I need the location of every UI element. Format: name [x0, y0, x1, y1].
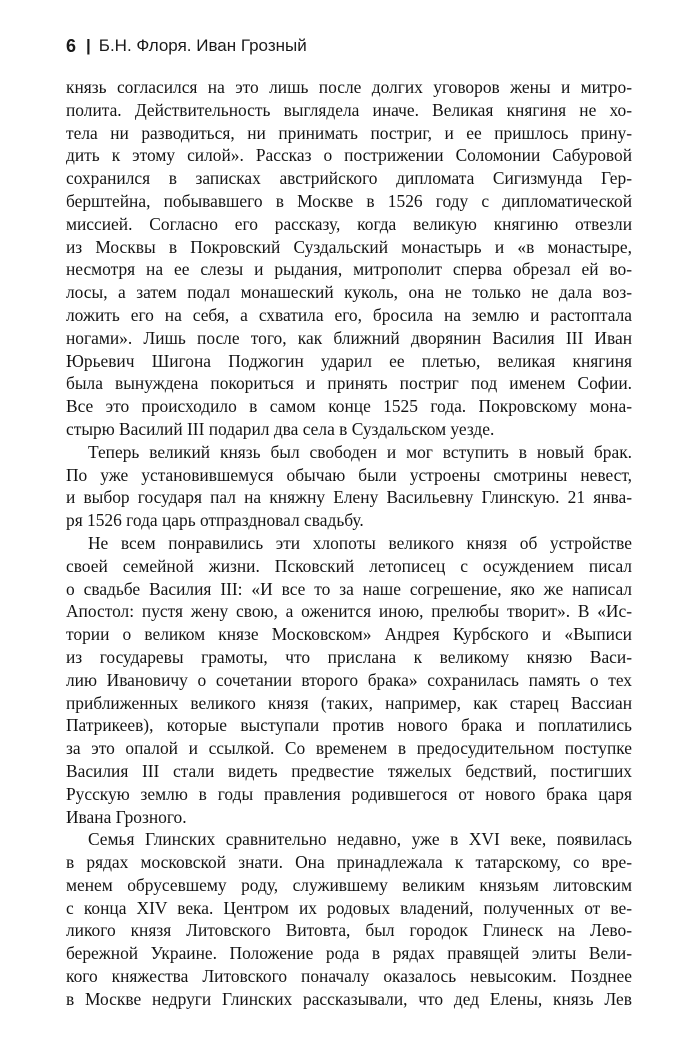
text-line: была вынуждена покориться и принять постриг под именем Софии. [66, 373, 632, 394]
text-line: ря 1526 года царь отпраздновал свадьбу. [66, 510, 364, 531]
text-line: берштейна, побывавшего в Москве в 1526 году с дипломатической [66, 190, 632, 211]
text-line: Василия III стали видеть предвестие тяжелых бедствий, постигших [66, 760, 632, 781]
text-line: из государевы грамоты, что прислана к великому князю Васи- [66, 646, 632, 667]
text-line: лию Ивановичу о сочетании второго брака» сохранилась память о тех [66, 669, 632, 690]
text-line: ликого князя Литовского Витовта, был городок Глинеск на Лево- [66, 920, 632, 941]
text-line: князь согласился на это лишь после долгих уговоров жены и митро- [66, 77, 632, 97]
page-body [66, 76, 632, 1011]
text-line: о свадьбе Василия III: «И все то за наше согрешение, яко же написал [66, 578, 632, 599]
header-separator: | [86, 36, 91, 55]
text-line: Русскую землю в годы правления родившегося от нового брака царя [66, 783, 632, 804]
text-line: тела ни разводиться, ни принимать постриг, и ее пришлось прину- [66, 122, 632, 143]
text-line: лосы, а затем подал монашеский куколь, она не только не дала воз- [66, 282, 632, 303]
paragraph [66, 532, 632, 828]
text-line: в Москве недруги Глинских рассказывали, что дед Елены, князь Лев [66, 988, 632, 1009]
text-line: своей семейной жизни. Псковский летописец с осуждением писал [66, 555, 632, 576]
text-line: Юрьевич Шигона Поджогин ударил ее плетью, великая княгиня [66, 350, 632, 371]
text-line: ногами». Лишь после того, как ближний дворянин Василия III Иван [66, 327, 632, 348]
text-line: приближенных великого князя (таких, например, как старец Вассиан [66, 692, 632, 713]
text-line: дить к этому силой». Рассказ о пострижении Соломонии Сабуровой [66, 145, 632, 166]
text-line: Патрикеев), которые выступали против нового брака и поплатились [66, 715, 632, 736]
paragraph [66, 76, 632, 441]
text-line: Все это происходило в самом конце 1525 года. Покровскому мона- [66, 396, 632, 417]
text-line: менем обрусевшему роду, служившему великим князьям литовским [66, 874, 632, 895]
text-line: за это опалой и ссылкой. Со временем в предосудительном поступке [66, 738, 632, 759]
text-line: с конца XIV века. Центром их родовых владений, полученных от ве- [66, 897, 632, 918]
text-line: ложить его на себя, а схватила его, бросила на землю и растоптала [66, 304, 632, 325]
text-line: миссией. Согласно его рассказу, когда великую княгиню отвезли [66, 213, 632, 234]
text-line: По уже установившемуся обычаю были устроены смотрины невест, [66, 464, 632, 485]
running-title: Б.Н. Флоря. Иван Грозный [98, 36, 307, 55]
page-number: 6 [66, 35, 77, 56]
text-line: Ивана Грозного. [66, 806, 187, 827]
text-line: Семья Глинских сравнительно недавно, уже в XVI веке, появилась [88, 829, 632, 850]
text-line: полита. Действительность выглядела иначе. Великая княгиня не хо- [66, 99, 632, 120]
paragraph [66, 441, 632, 532]
text-line: стырю Василий III подарил два села в Суздальском уезде. [66, 418, 495, 439]
text-line: Теперь великий князь был свободен и мог вступить в новый брак. [88, 441, 632, 462]
text-line: сохранился в записках австрийского дипломата Сигизмунда Гер- [66, 168, 632, 189]
text-line: кого княжества Литовского поначалу оказалось невысоким. Позднее [66, 966, 632, 987]
text-line: тории о великом князе Московском» Андрея Курбского и «Выписи [66, 624, 632, 645]
text-line: и выбор государя пал на княжну Елену Васильевну Глинскую. 21 янва- [66, 487, 632, 508]
text-line: бережной Украине. Положение рода в рядах правящей элиты Вели- [66, 943, 632, 964]
text-line: Апостол: пустя жену свою, а оженится иною, прелюбы творит». В «Ис- [66, 601, 632, 622]
text-line: в рядах московской знати. Она принадлежала к татарскому, со вре- [66, 852, 632, 873]
running-header [66, 34, 307, 58]
text-line: из Москвы в Покровский Суздальский монастырь и «в монастыре, [66, 236, 632, 257]
text-line: Не всем понравились эти хлопоты великого князя об устройстве [88, 532, 632, 553]
paragraph [66, 828, 632, 1010]
text-line: несмотря на ее слезы и рыдания, митрополит сперва обрезал ей во- [66, 259, 632, 280]
